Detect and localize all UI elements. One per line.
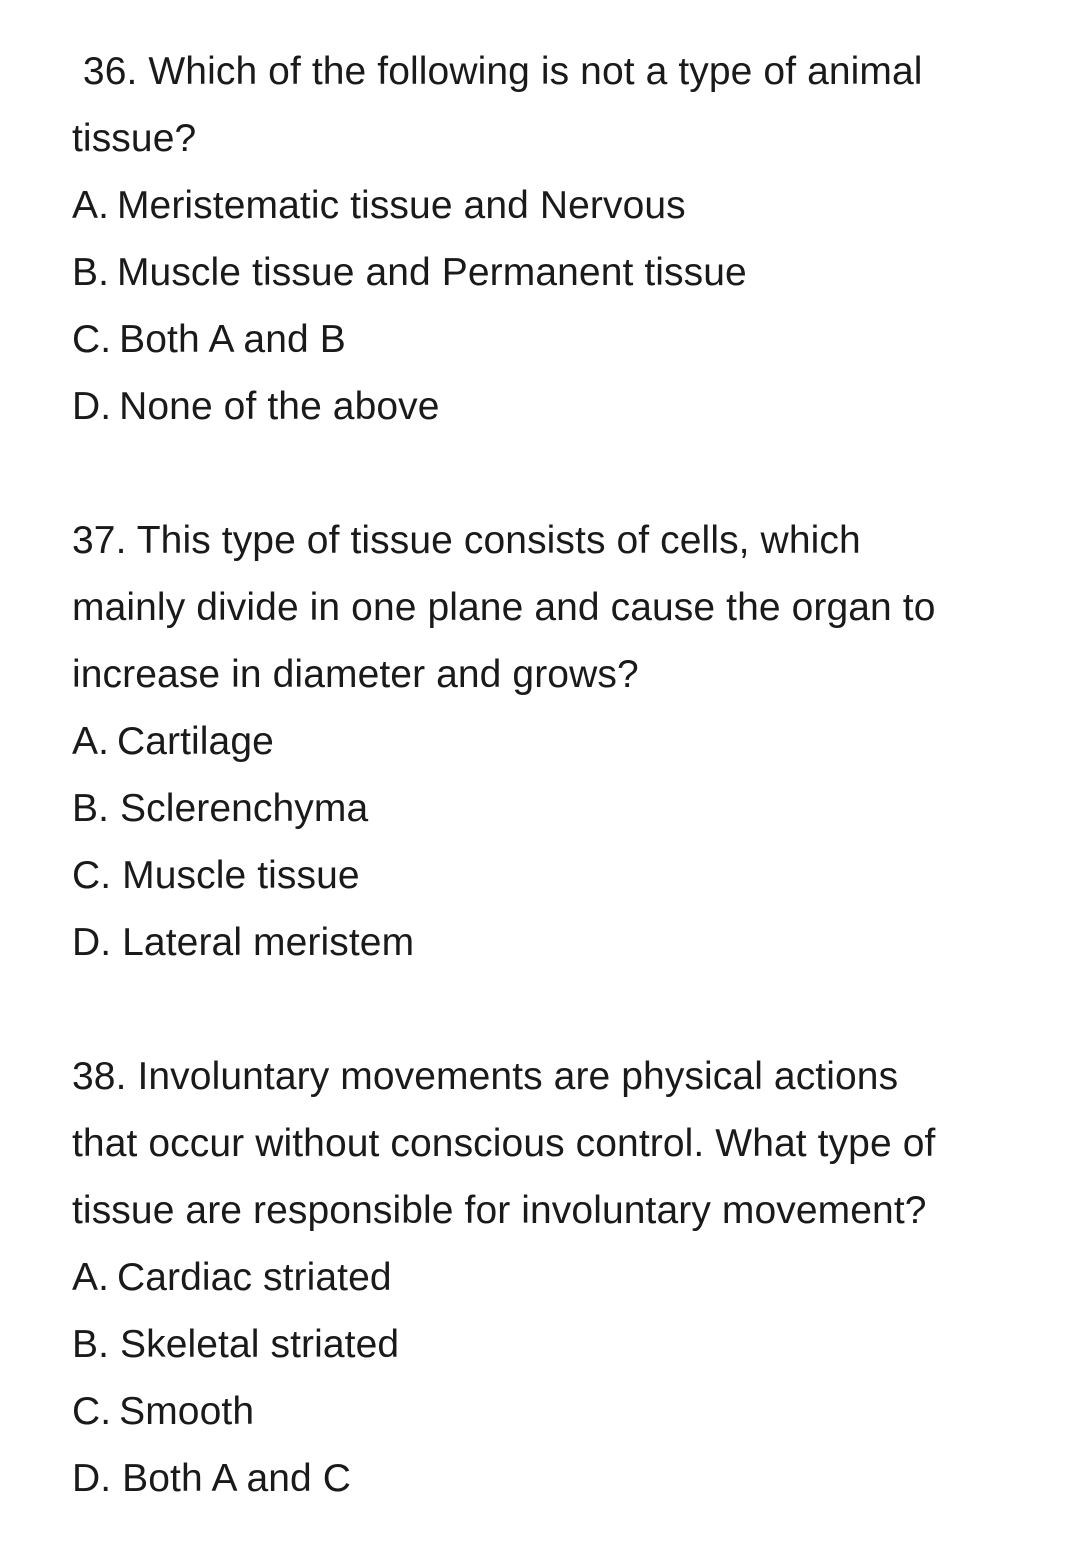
- question-stem-line: increase in diameter and grows?: [72, 653, 639, 696]
- question-stem-line: tissue?: [72, 117, 197, 160]
- option-b: B. Sclerenchyma: [72, 787, 369, 830]
- option-d: D. None of the above: [72, 385, 440, 428]
- question-36: [72, 38, 1002, 440]
- question-stem-line: 38. Involuntary movements are physical actions: [72, 1055, 899, 1098]
- option-c: C. Both A and B: [72, 318, 346, 361]
- option-d: D. Lateral meristem: [72, 921, 415, 964]
- option-c: C. Smooth: [72, 1390, 255, 1433]
- question-stem-line: 37. This type of tissue consists of cells, which: [72, 519, 861, 562]
- option-a: A. Meristematic tissue and Nervous: [72, 184, 686, 227]
- question-stem-line: tissue are responsible for involuntary movement?: [72, 1189, 927, 1232]
- question-stem-line: that occur without conscious control. What type of: [72, 1122, 936, 1165]
- option-b: B. Skeletal striated: [72, 1323, 400, 1366]
- question-37: [72, 507, 1002, 976]
- option-a: A. Cardiac striated: [72, 1256, 392, 1299]
- option-d: D. Both A and C: [72, 1457, 352, 1500]
- option-c: C. Muscle tissue: [72, 854, 360, 897]
- question-38: [72, 1043, 1002, 1512]
- option-a: A. Cartilage: [72, 720, 274, 763]
- question-stem-line: 36. Which of the following is not a type of animal: [72, 50, 923, 93]
- option-b: B. Muscle tissue and Permanent tissue: [72, 251, 747, 294]
- question-stem-line: mainly divide in one plane and cause the organ to: [72, 586, 936, 629]
